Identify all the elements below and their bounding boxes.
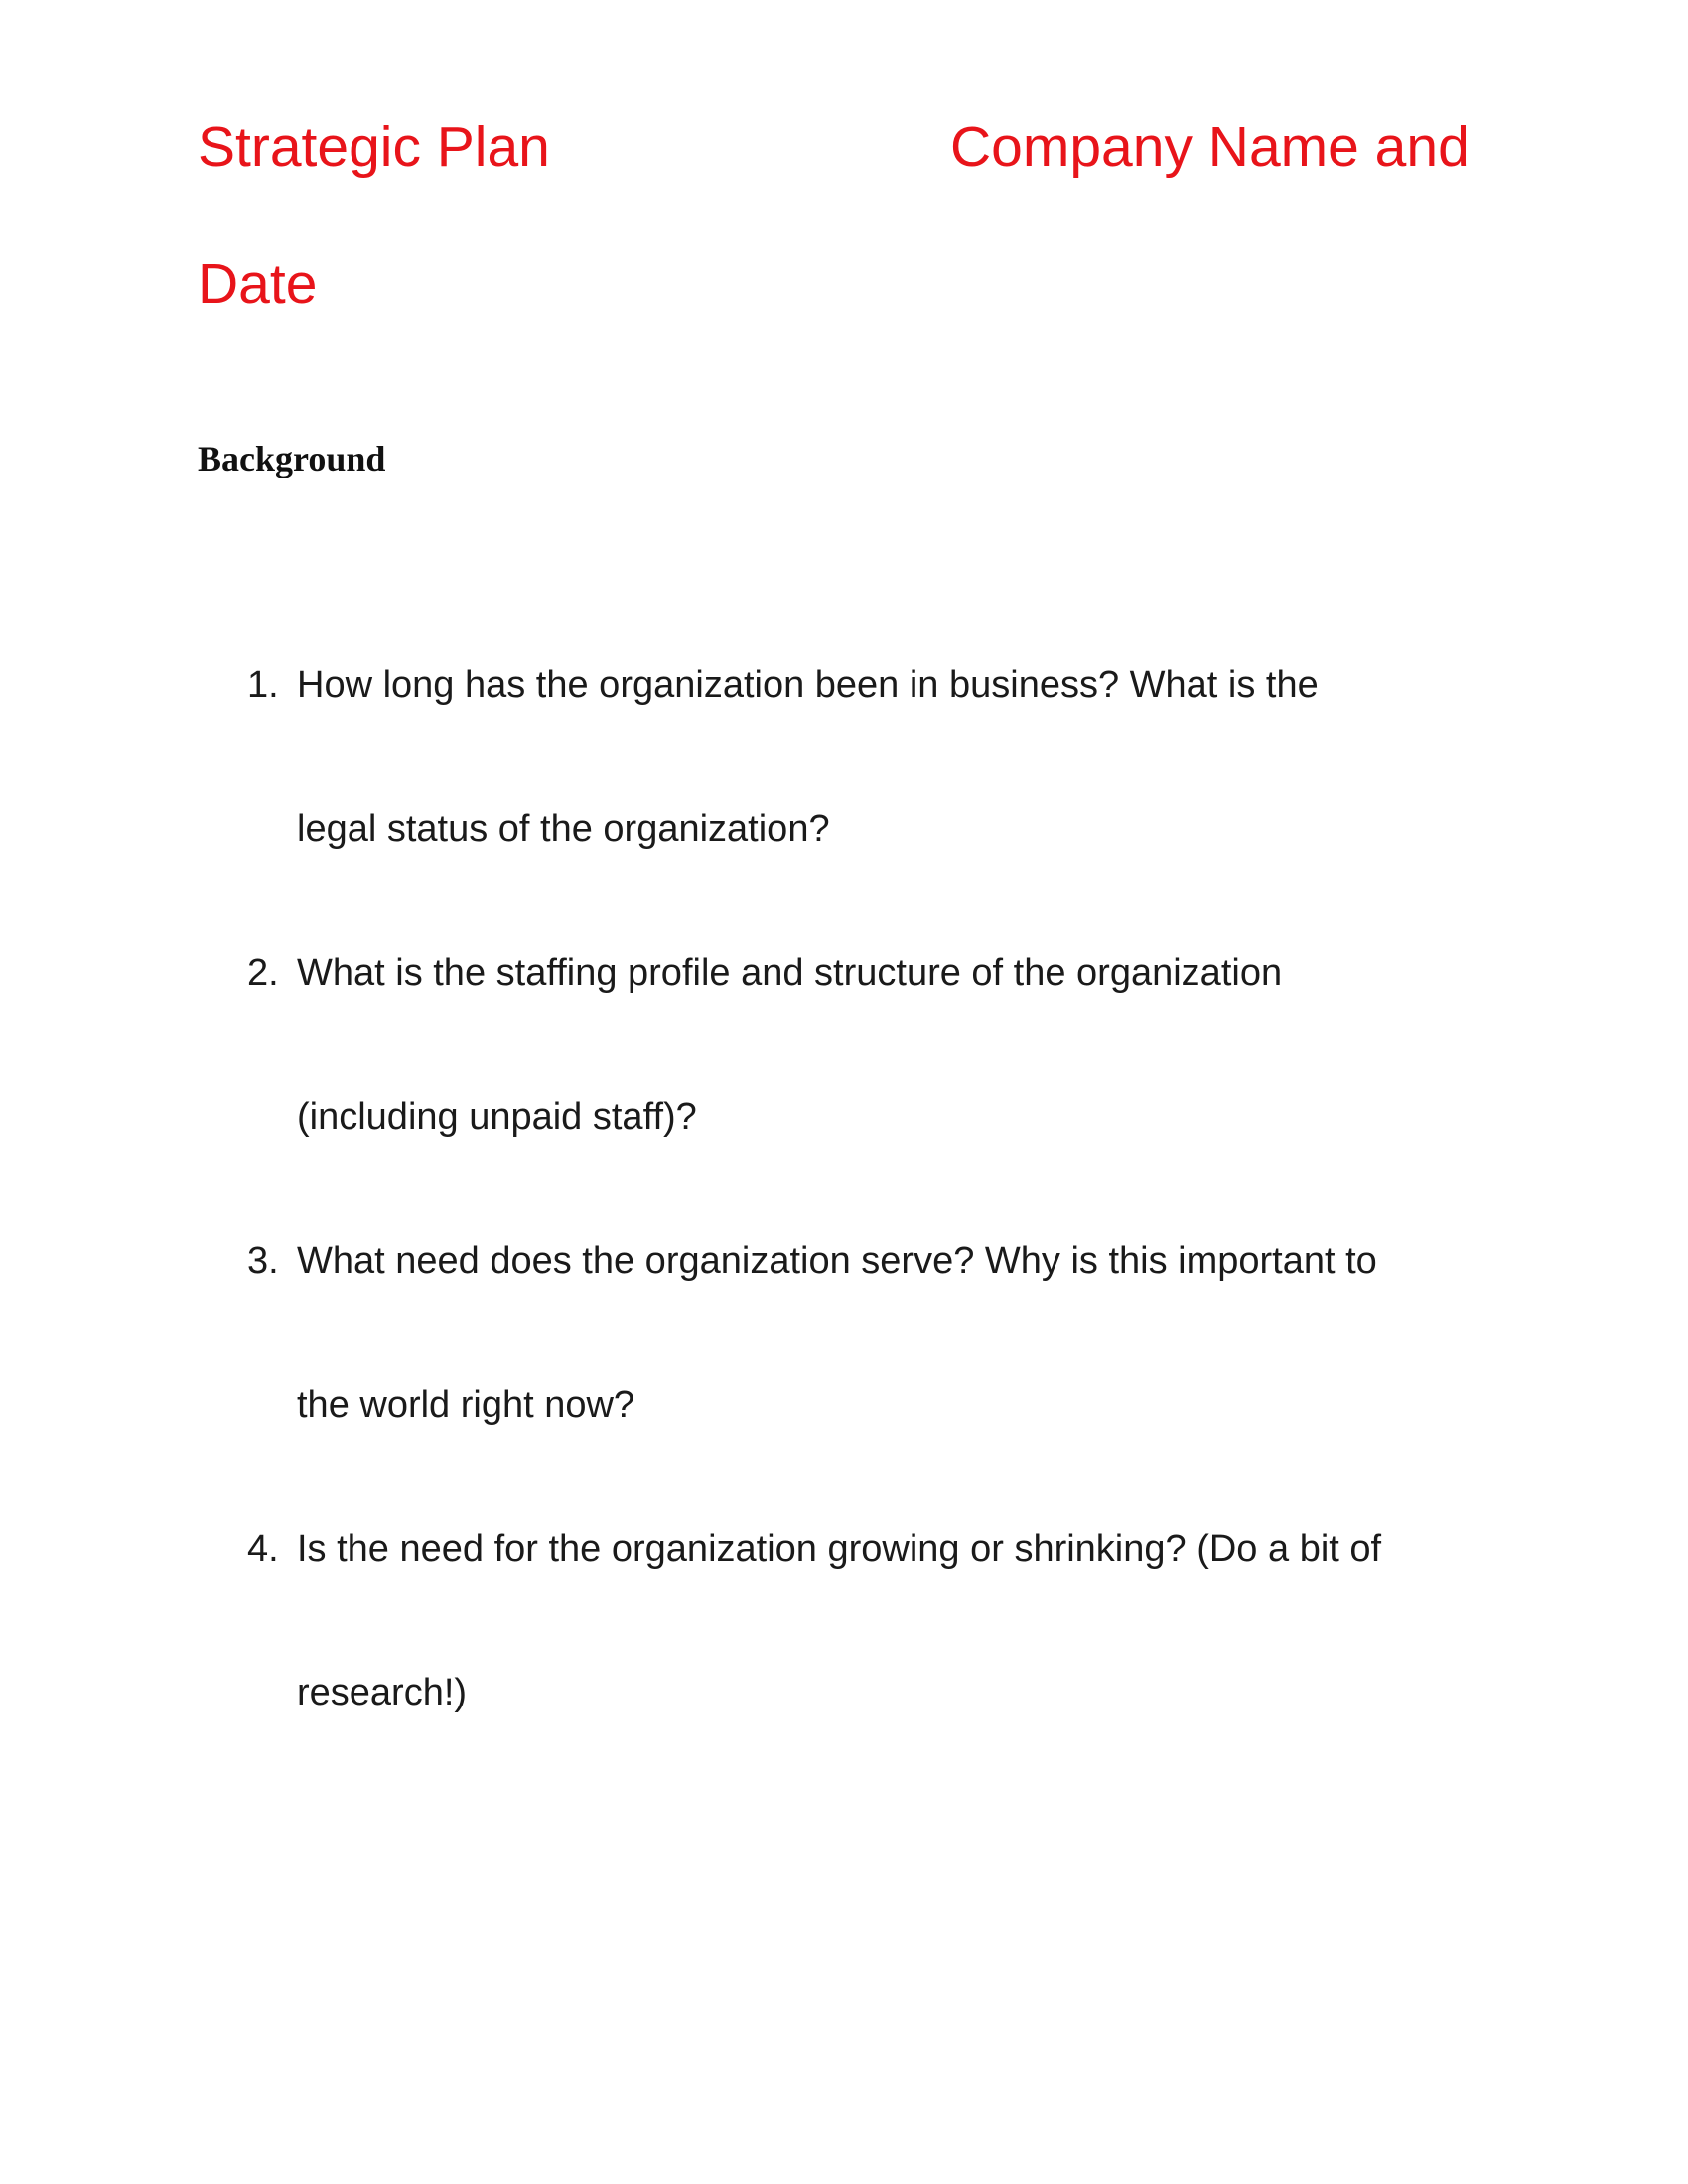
question-number: 2. xyxy=(247,952,279,994)
document-title: Strategic Plan xyxy=(198,115,550,179)
question-number: 3. xyxy=(247,1240,279,1282)
question-number: 1. xyxy=(247,664,279,706)
question-text-line: research!) xyxy=(297,1672,468,1713)
question-text-line: Is the need for the organization growing or shrinking? (Do a bit of xyxy=(297,1528,1382,1570)
question-text-line: What need does the organization serve? Why is this important to xyxy=(297,1240,1377,1282)
question-text-line: How long has the organization been in business? What is the xyxy=(297,664,1319,706)
background-heading: Background xyxy=(198,439,386,478)
date-heading: Date xyxy=(198,252,318,316)
question-text-line: legal status of the organization? xyxy=(297,808,830,850)
question-text-line: (including unpaid staff)? xyxy=(297,1096,697,1138)
question-text-line: the world right now? xyxy=(297,1384,635,1426)
company-name-heading: Company Name and xyxy=(950,115,1470,179)
question-number: 4. xyxy=(247,1528,279,1570)
question-text-line: What is the staffing profile and structure of the organization xyxy=(297,952,1283,994)
